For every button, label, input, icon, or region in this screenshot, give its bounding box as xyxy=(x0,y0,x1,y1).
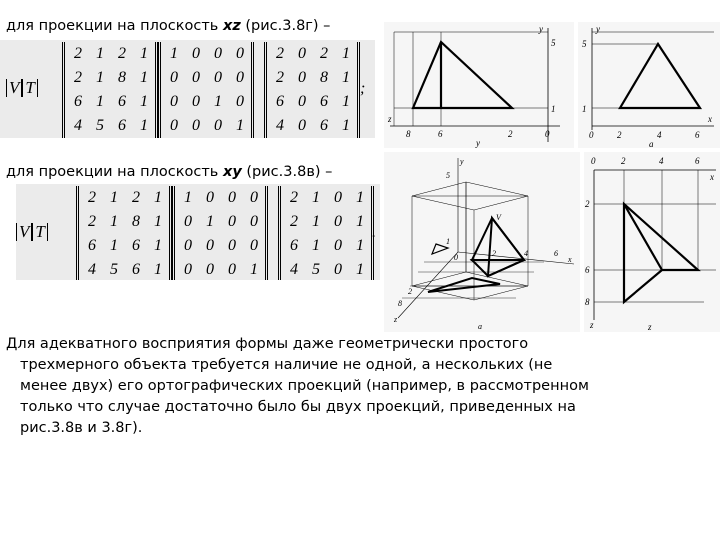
matrix-row xyxy=(281,234,371,258)
matrix-cell: 1 xyxy=(342,93,350,110)
label-y: y xyxy=(596,24,600,34)
tick-x-2: 2 xyxy=(621,156,626,166)
matrix-cell: 2 xyxy=(74,45,82,62)
matrix-row xyxy=(175,234,265,258)
matrix-cell: 0 xyxy=(236,45,244,62)
matrix-cell: 0 xyxy=(214,117,222,134)
matrix-row xyxy=(79,234,169,258)
matrix-cell: 0 xyxy=(192,117,200,134)
tick-y-1: 1 xyxy=(582,104,587,114)
matrix-cell: 0 xyxy=(298,69,306,86)
matrix-cell: 2 xyxy=(320,45,328,62)
matrix-cell: 1 xyxy=(342,45,350,62)
label-bottom: z xyxy=(648,322,652,332)
matrix-row xyxy=(175,210,265,234)
tick-z-2: 2 xyxy=(585,199,590,209)
matrix-cell: 1 xyxy=(184,189,192,206)
tetra-base xyxy=(472,260,524,276)
matrix-cell: 2 xyxy=(276,45,284,62)
matrix-cell: 4 xyxy=(290,261,298,278)
tick-x-2: 2 xyxy=(617,130,622,140)
matrix-cell: 0 xyxy=(184,237,192,254)
matrix-cell: 0 xyxy=(192,93,200,110)
matrix-row xyxy=(267,114,357,138)
matrix-cell: 5 xyxy=(96,117,104,134)
matrix-cell: 1 xyxy=(250,261,258,278)
matrix-cell: 0 xyxy=(228,189,236,206)
matrix-row xyxy=(281,258,371,282)
matrix-row xyxy=(267,90,357,114)
matrix-cell: 8 xyxy=(320,69,328,86)
matrix-cell: 1 xyxy=(342,117,350,134)
matrix-cell: 0 xyxy=(334,189,342,206)
tick-2: 2 xyxy=(492,249,496,258)
equation-xy xyxy=(16,184,380,280)
matrix-cell: 4 xyxy=(74,117,82,134)
matrix-cell: 0 xyxy=(298,93,306,110)
figure-zy-projection xyxy=(384,22,574,148)
tick-5: 5 xyxy=(446,171,450,180)
figure-xy-projection xyxy=(578,22,720,148)
projection-outline xyxy=(624,204,698,302)
matrix-cell: 1 xyxy=(96,45,104,62)
label-y: y xyxy=(460,157,464,166)
matrix-cell: 0 xyxy=(236,69,244,86)
matrix-cell: 6 xyxy=(118,93,126,110)
matrix-cell: 2 xyxy=(132,189,140,206)
lhs-vt xyxy=(16,222,48,242)
box-face xyxy=(466,182,528,286)
matrix-row xyxy=(267,42,357,66)
label-v: V xyxy=(496,213,501,222)
figure-xz-projection xyxy=(584,152,720,332)
matrix-cell: 0 xyxy=(250,213,258,230)
matrix-row xyxy=(161,42,251,66)
lhs-vt xyxy=(6,78,38,98)
matrix-row xyxy=(65,90,155,114)
matrix-cell: 5 xyxy=(312,261,320,278)
matrix-cell: 1 xyxy=(110,189,118,206)
matrix-cell: 0 xyxy=(228,237,236,254)
equation-xy-punct: . xyxy=(372,224,376,241)
tick-z-6: 6 xyxy=(438,129,443,139)
matrix-cell: 1 xyxy=(236,117,244,134)
matrix-cell: 6 xyxy=(132,237,140,254)
matrix-row xyxy=(65,66,155,90)
label-y: y xyxy=(539,24,543,34)
label-bottom: a xyxy=(478,322,482,331)
label-x: x xyxy=(568,255,572,264)
heading-xz-prefix: для проекции на плоскость xyxy=(6,18,223,34)
matrix-cell: 0 xyxy=(298,117,306,134)
matrix-cell: 6 xyxy=(290,237,298,254)
tick-x-4: 4 xyxy=(657,130,662,140)
matrix-cell: 1 xyxy=(312,189,320,206)
tick-x-6: 6 xyxy=(695,156,700,166)
tick-4: 4 xyxy=(524,249,528,258)
matrix-row xyxy=(65,42,155,66)
lhs-t: T xyxy=(32,223,47,241)
figure-isometric xyxy=(384,152,580,332)
projection-shadow xyxy=(428,278,500,292)
matrix-cell: 0 xyxy=(170,117,178,134)
matrix-row xyxy=(281,186,371,210)
matrix-cell: 2 xyxy=(290,213,298,230)
matrix-cell: 1 xyxy=(140,93,148,110)
matrix-cell: 1 xyxy=(154,261,162,278)
triangle-projection xyxy=(413,42,512,108)
matrix-cell: 1 xyxy=(96,69,104,86)
matrix-cell: 1 xyxy=(140,117,148,134)
matrix-cell: 1 xyxy=(356,237,364,254)
matrix-row xyxy=(175,258,265,282)
matrix-row xyxy=(161,66,251,90)
matrix-cell: 0 xyxy=(228,213,236,230)
tick-x-6: 6 xyxy=(695,130,700,140)
paragraph-line: только что случае достаточно было бы двух проекций, приведенных на xyxy=(20,399,576,415)
label-z: z xyxy=(388,114,392,124)
matrix-cell: 0 xyxy=(334,237,342,254)
matrix-cell: 0 xyxy=(214,69,222,86)
paragraph-line: менее двух) его ортографических проекций (например, в рассмотренном xyxy=(20,378,589,394)
matrix-cell: 0 xyxy=(236,93,244,110)
tick-6: 6 xyxy=(554,249,558,258)
matrix-cell: 1 xyxy=(140,69,148,86)
matrix-cell: 0 xyxy=(206,237,214,254)
matrix-cell: 2 xyxy=(88,213,96,230)
tick-z-2: 2 xyxy=(508,129,513,139)
matrix-cell: 0 xyxy=(228,261,236,278)
triangle-projection xyxy=(620,44,700,108)
equation-xz-punct: ; xyxy=(360,80,366,97)
matrix-row xyxy=(161,90,251,114)
matrix-cell: 5 xyxy=(110,261,118,278)
tick-8: 8 xyxy=(398,299,402,308)
paragraph-line: трехмерного объекта требуется наличие не одной, а нескольких (не xyxy=(20,357,553,373)
matrix-cell: 0 xyxy=(170,69,178,86)
heading-xy-plane: xy xyxy=(222,164,242,180)
matrix-row xyxy=(175,186,265,210)
label-z: z xyxy=(590,320,594,330)
matrix-cell: 1 xyxy=(154,237,162,254)
tick-z-8: 8 xyxy=(406,129,411,139)
tick-y-5: 5 xyxy=(582,39,587,49)
matrix-cell: 1 xyxy=(214,93,222,110)
matrix-row xyxy=(79,258,169,282)
matrix-cell: 0 xyxy=(206,261,214,278)
matrix-cell: 2 xyxy=(276,69,284,86)
matrix-cell: 1 xyxy=(356,261,364,278)
matrix-cell: 0 xyxy=(250,237,258,254)
paragraph-line: рис.3.8в и 3.8г). xyxy=(20,420,143,436)
matrix-cell: 1 xyxy=(110,237,118,254)
lhs-v: V xyxy=(6,79,22,97)
heading-xy-prefix: для проекции на плоскость xyxy=(6,164,223,180)
label-x: x xyxy=(710,172,714,182)
heading-xy-suffix: (рис.3.8в) – xyxy=(241,164,333,180)
matrix-cell: 1 xyxy=(312,213,320,230)
matrix-cell: 4 xyxy=(276,117,284,134)
matrix-cell: 1 xyxy=(206,213,214,230)
tick-x-0: 0 xyxy=(591,156,596,166)
matrix-vertices xyxy=(76,186,172,280)
matrix-cell: 1 xyxy=(356,189,364,206)
tick-z-8: 8 xyxy=(585,297,590,307)
matrix-cell: 1 xyxy=(154,213,162,230)
matrix-row xyxy=(79,186,169,210)
matrix-cell: 2 xyxy=(74,69,82,86)
matrix-cell: 6 xyxy=(118,117,126,134)
matrix-result xyxy=(264,42,360,138)
matrix-cell: 6 xyxy=(320,93,328,110)
tick-x-0: 0 xyxy=(589,130,594,140)
matrix-cell: 2 xyxy=(290,189,298,206)
matrix-cell: 2 xyxy=(88,189,96,206)
heading-xz xyxy=(6,18,330,34)
matrix-cell: 6 xyxy=(74,93,82,110)
matrix-result xyxy=(278,186,374,280)
matrix-cell: 0 xyxy=(184,261,192,278)
matrix-row xyxy=(281,210,371,234)
matrix-row xyxy=(267,66,357,90)
tick-z-0: 0 xyxy=(545,129,550,139)
lhs-t: T xyxy=(22,79,37,97)
projection-edge xyxy=(624,204,662,270)
matrix-cell: 0 xyxy=(334,213,342,230)
matrix-cell: 1 xyxy=(96,93,104,110)
tick-2b: 2 xyxy=(408,287,412,296)
matrix-row xyxy=(79,210,169,234)
heading-xz-plane: xz xyxy=(222,18,241,34)
matrix-cell: 0 xyxy=(206,189,214,206)
matrix-cell: 1 xyxy=(356,213,364,230)
tick-1: 1 xyxy=(446,237,450,246)
label-z: z xyxy=(394,315,398,324)
matrix-cell: 0 xyxy=(170,93,178,110)
matrix-transform xyxy=(172,186,268,280)
tick-x-4: 4 xyxy=(659,156,664,166)
tick-y-1: 1 xyxy=(551,104,556,114)
paragraph-line: Для адекватного восприятия формы даже геометрически простого xyxy=(6,336,529,352)
label-bottom: a xyxy=(649,139,654,148)
matrix-vertices xyxy=(62,42,158,138)
tick-y-5: 5 xyxy=(551,38,556,48)
matrix-cell: 1 xyxy=(140,45,148,62)
lhs-v: V xyxy=(16,223,32,241)
matrix-cell: 2 xyxy=(118,45,126,62)
heading-xz-suffix: (рис.3.8г) – xyxy=(240,18,331,34)
label-bottom: y xyxy=(476,138,480,148)
body-paragraph xyxy=(6,334,696,439)
matrix-cell: 6 xyxy=(276,93,284,110)
matrix-cell: 1 xyxy=(170,45,178,62)
matrix-row xyxy=(161,114,251,138)
box-face xyxy=(412,196,528,210)
heading-xy xyxy=(6,164,332,180)
matrix-cell: 1 xyxy=(110,213,118,230)
matrix-cell: 0 xyxy=(334,261,342,278)
matrix-cell: 0 xyxy=(192,69,200,86)
matrix-cell: 6 xyxy=(88,237,96,254)
matrix-cell: 0 xyxy=(184,213,192,230)
matrix-cell: 6 xyxy=(320,117,328,134)
matrix-cell: 6 xyxy=(132,261,140,278)
matrix-cell: 1 xyxy=(312,237,320,254)
matrix-cell: 1 xyxy=(154,189,162,206)
matrix-cell: 8 xyxy=(118,69,126,86)
matrix-cell: 0 xyxy=(298,45,306,62)
matrix-row xyxy=(65,114,155,138)
matrix-cell: 1 xyxy=(342,69,350,86)
matrix-cell: 4 xyxy=(88,261,96,278)
matrix-transform xyxy=(158,42,254,138)
label-x: x xyxy=(708,114,712,124)
matrix-cell: 0 xyxy=(250,189,258,206)
matrix-cell: 0 xyxy=(214,45,222,62)
tick-0: 0 xyxy=(454,253,458,262)
equation-xz xyxy=(0,40,375,138)
matrix-cell: 0 xyxy=(192,45,200,62)
matrix-cell: 8 xyxy=(132,213,140,230)
tick-z-6: 6 xyxy=(585,265,590,275)
